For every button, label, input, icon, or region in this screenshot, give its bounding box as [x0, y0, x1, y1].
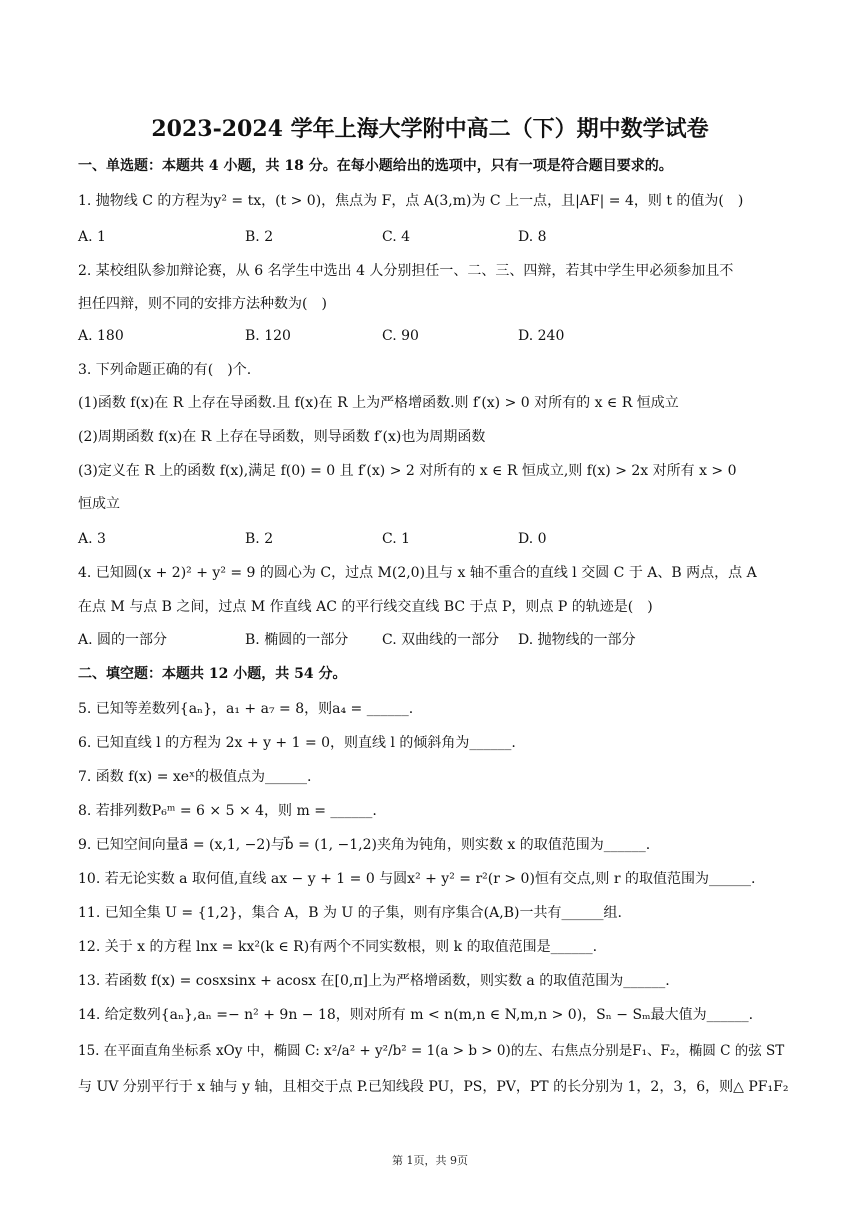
option-d: D. 8: [518, 229, 547, 245]
question-2-line-2: 担任四辩，则不同的安排方法种数为( ): [78, 296, 327, 312]
question-10: 10. 若无论实数 a 取何值,直线 ax − y + 1 = 0 与圆x² + y² = r²(r > 0)恒有交点,则 r 的取值范围为______.: [78, 871, 756, 887]
question-2-line-1: 2. 某校组队参加辩论赛，从 6 名学生中选出 4 人分别担任一、二、三、四辩，若其中学生甲必须参加且不: [78, 263, 734, 279]
question-15-line-2: 与 UV 分别平行于 x 轴与 y 轴，且相交于点 P.已知线段 PU，PS，PV，PT 的长分别为 1，2，3，6，则△ PF₁F₂: [78, 1079, 789, 1095]
question-3-statement-1: (1)函数 f(x)在 R 上存在导函数.且 f(x)在 R 上为严格增函数.则 f′(x) > 0 对所有的 x ∈ R 恒成立: [78, 395, 679, 411]
option-c: C. 4: [382, 229, 411, 245]
question-7: 7. 函数 f(x) = xeˣ的极值点为______.: [78, 769, 312, 785]
page-title: 2023-2024 学年上海大学附中高二（下）期中数学试卷: [151, 116, 709, 142]
section-fill-in: 二、填空题：本题共 12 小题，共 54 分。: [78, 666, 347, 682]
option-a: A. 圆的一部分: [78, 632, 168, 648]
option-d: D. 0: [518, 531, 547, 547]
option-a: A. 180: [78, 328, 124, 344]
option-b: B. 2: [245, 229, 274, 245]
section-single-choice: 一、单选题：本题共 4 小题，共 18 分。在每小题给出的选项中，只有一项是符合题目要求的。: [78, 158, 673, 174]
question-3: 3. 下列命题正确的有( )个.: [78, 362, 252, 378]
question-1: 1. 抛物线 C 的方程为y² = tx，(t > 0)，焦点为 F，点 A(3,m)为 C 上一点，且|AF| = 4，则 t 的值为( ): [78, 193, 744, 209]
option-b: B. 120: [245, 328, 291, 344]
option-b: B. 2: [245, 531, 274, 547]
option-c: C. 1: [382, 531, 411, 547]
option-b: B. 椭圆的一部分: [245, 632, 349, 648]
question-15-line-1: 15. 在平面直角坐标系 xOy 中，椭圆 C: x²/a² + y²/b² = 1(a > b > 0)的左、右焦点分别是F₁、F₂，椭圆 C 的弦 ST: [78, 1043, 785, 1059]
question-11: 11. 已知全集 U = {1,2}，集合 A，B 为 U 的子集，则有序集合(A,B)一共有______组.: [78, 905, 622, 921]
question-6: 6. 已知直线 l 的方程为 2x + y + 1 = 0，则直线 l 的倾斜角为______.: [78, 735, 516, 751]
question-3-statement-2: (2)周期函数 f(x)在 R 上存在导函数，则导函数 f′(x)也为周期函数: [78, 429, 486, 445]
question-14: 14. 给定数列{aₙ},aₙ =− n² + 9n − 18，则对所有 m < n(m,n ∈ N,m,n > 0)，Sₙ − Sₘ最大值为______.: [78, 1007, 754, 1023]
question-3-statement-3b: 恒成立: [78, 496, 120, 512]
question-13: 13. 若函数 f(x) = cosxsinx + acosx 在[0,π]上为严格增函数，则实数 a 的取值范围为______.: [78, 973, 670, 989]
question-8: 8. 若排列数P₆ᵐ = 6 × 5 × 4，则 m = ______.: [78, 803, 377, 819]
option-c: C. 90: [382, 328, 419, 344]
option-d: D. 240: [518, 328, 565, 344]
question-12: 12. 关于 x 的方程 lnx = kx²(k ∈ R)有两个不同实数根，则 k 的取值范围是______.: [78, 939, 598, 955]
option-d: D. 抛物线的一部分: [518, 632, 636, 648]
option-c: C. 双曲线的一部分: [382, 632, 500, 648]
question-5: 5. 已知等差数列{aₙ}，a₁ + a₇ = 8，则a₄ = ______.: [78, 701, 414, 717]
question-4-line-1: 4. 已知圆(x + 2)² + y² = 9 的圆心为 C，过点 M(2,0)且与 x 轴不重合的直线 l 交圆 C 于 A、B 两点，点 A: [78, 565, 757, 581]
option-a: A. 3: [78, 531, 106, 547]
question-3-statement-3a: (3)定义在 R 上的函数 f(x),满足 f(0) = 0 且 f′(x) > 2 对所有的 x ∈ R 恒成立,则 f(x) > 2x 对所有 x > 0: [78, 463, 737, 479]
question-9: 9. 已知空间向量a⃗ = (x,1, −2)与b⃗ = (1, −1,2)夹角为钝角，则实数 x 的取值范围为______.: [78, 837, 651, 853]
question-4-line-2: 在点 M 与点 B 之间，过点 M 作直线 AC 的平行线交直线 BC 于点 P，则点 P 的轨迹是( ): [78, 599, 653, 615]
page-footer: 第 1页，共 9页: [392, 1154, 468, 1167]
option-a: A. 1: [78, 229, 106, 245]
